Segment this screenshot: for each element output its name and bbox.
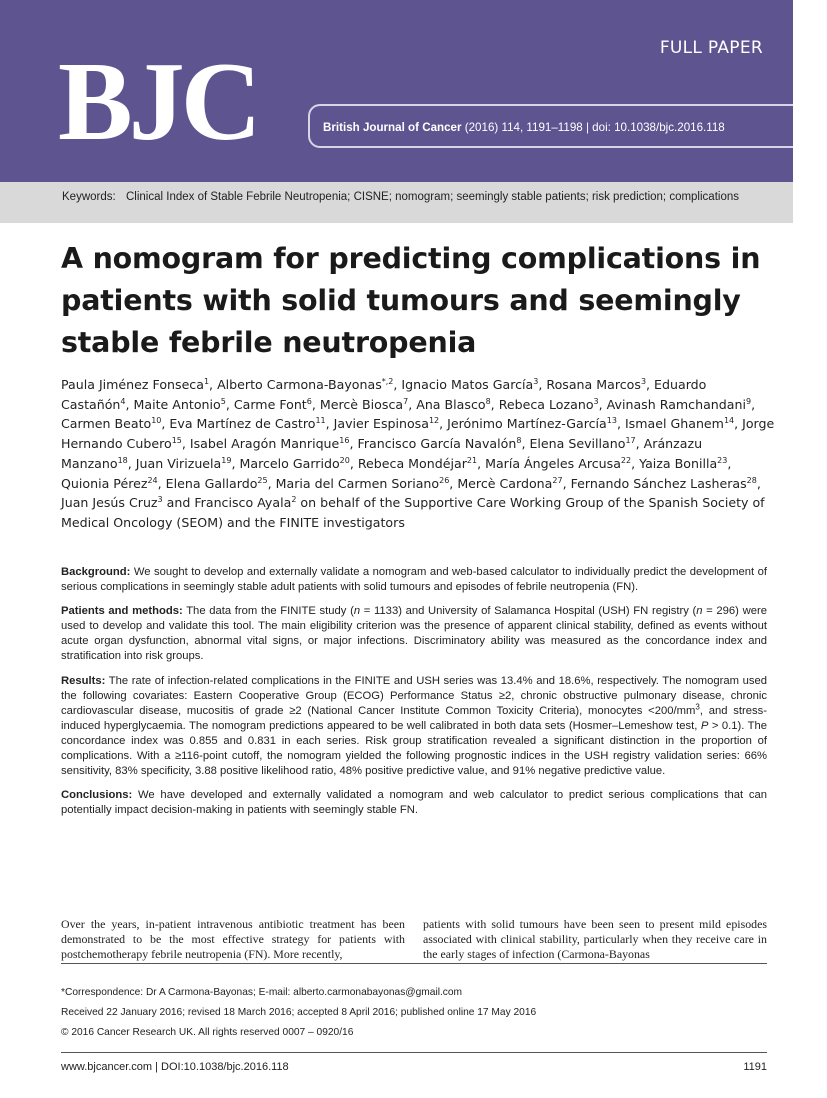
author-name: Aránzazu Manzano (61, 436, 703, 471)
author-separator: , (161, 416, 170, 432)
methods-text: The data from the FINITE study ( (186, 605, 354, 618)
body-column-right: patients with solid tumours have been seen to present mild episodes associated with clinical stability, particularly when they receive care in the early stages of infection (Carmona-Bayonas (423, 917, 767, 961)
author-affiliation-marker: 23 (717, 455, 728, 465)
abstract-methods (61, 604, 767, 664)
author-affiliation-marker: 12 (428, 416, 440, 426)
author-name: Ismael Ghanem (624, 416, 724, 432)
author-name: Ignacio Matos García (401, 377, 534, 392)
author-affiliation-marker: 14 (723, 416, 735, 426)
author-separator: , (127, 455, 136, 471)
author-name: Fernando Sánchez Lasheras (570, 475, 747, 491)
author-name: Ana Blasco (416, 396, 486, 412)
author-affiliation-marker: 20 (339, 455, 350, 465)
author-name: Rebeca Mondéjar (357, 455, 467, 471)
author-name: Francisco García Navalón (357, 436, 517, 452)
journal-name: British Journal of Cancer (323, 121, 462, 134)
methods-n-variable: n (353, 605, 361, 618)
author-name: Francisco Ayala (194, 495, 292, 511)
background-label: Background: (61, 566, 131, 578)
author-separator: , (449, 475, 458, 491)
author-separator: , (751, 396, 756, 412)
author-affiliation-marker: 6 (306, 396, 312, 406)
body-column-left: Over the years, in-patient intravenous antibiotic treatment has been demonstrated to be the most effective strategy for patients with postchemotherapy febrile neutropenia (FN). More recently, (61, 917, 405, 961)
correspondence-note: *Correspondence: Dr A Carmona-Bayonas; E-mail: alberto.carmonabayonas@gmail.com (61, 987, 463, 998)
author-affiliation-marker: 21 (466, 455, 478, 465)
results-text: , and stress-induced hyperglycaemia. The nomogram predictions appeared to be well calibrated in both data sets (Hosmer–Lemeshow test, (61, 704, 767, 732)
author-separator: , (209, 377, 218, 392)
author-affiliation-marker: 25 (257, 475, 268, 485)
author-separator: and (162, 495, 195, 511)
author-name: Juan Jesús Cruz (61, 495, 158, 511)
footnote-divider (61, 963, 767, 964)
dates-note: Received 22 January 2016; revised 18 March 2016; accepted 8 April 2016; published online 17 May 2016 (61, 1007, 537, 1018)
author-affiliation-marker: 8 (516, 435, 522, 445)
footer-website-doi[interactable]: www.bjcancer.com | DOI:10.1038/bjc.2016.118 (61, 1061, 289, 1073)
author-name: Eduardo Castañón (61, 377, 707, 412)
author-affiliation-marker: 5 (220, 396, 226, 406)
methods-text: = 1133) and University of Salamanca Hospital (USH) FN registry ( (360, 605, 697, 618)
author-affiliation-marker: 1 (203, 376, 210, 386)
author-name: Elena Sevillano (529, 436, 626, 452)
article-title: A nomogram for predicting complications in patients with solid tumours and seemingly stable febrile neutropenia (61, 242, 761, 359)
journal-header-band (0, 0, 793, 182)
author-separator: , (393, 377, 402, 392)
author-name: Yaiza Bonilla (639, 455, 718, 471)
author-separator: , (231, 455, 240, 471)
author-list (61, 375, 776, 533)
abstract-results (61, 674, 767, 780)
results-superscript: 3 (695, 702, 700, 711)
author-name: Isabel Aragón Manrique (189, 436, 340, 452)
author-affiliation-marker: 18 (117, 455, 128, 465)
results-text: > 0.1). The concordance index was 0.855 and 0.831 in each series. Risk group stratification revealed a significant distinction in the proportion of complications. With a ≥116-point cutoff, the nomogram yielded the following prognostic indices in the USH registry validation series: 66% sensitivity, 83% specificity, 3.88 positive likelihood ratio, 48% positive predictive value, and 91% negative predictive value. (61, 719, 768, 778)
author-name: Quionia Pérez (61, 475, 148, 491)
footer-divider (61, 1052, 767, 1053)
author-name: Elena Gallardo (165, 475, 258, 491)
author-name: Rosana Marcos (546, 377, 641, 392)
author-name: Jerónimo Martínez-García (447, 416, 607, 432)
abstract-background (61, 565, 767, 595)
author-affiliation-marker: 9 (745, 396, 752, 406)
author-name: Paula Jiménez Fonseca (61, 377, 204, 392)
conclusions-label: Conclusions: (61, 789, 133, 802)
methods-text: = 296) were used to develop and validate this tool. The main eligibility criterion was the presence of apparent clinical stability, defined as events without acute organ dysfunction, abnormal vital signs, or major infections. Discriminatory ability was measured as the concordance index and stratification into risk groups. (61, 605, 767, 663)
author-name: Javier Espinosa (333, 416, 429, 432)
journal-logo: BJC (58, 40, 258, 164)
author-name: Rebeca Lozano (498, 396, 594, 412)
author-separator: , (157, 475, 166, 491)
author-affiliation-marker: 10 (151, 416, 162, 426)
author-name: Juan Virizuela (135, 455, 222, 471)
author-separator: , (225, 396, 234, 412)
author-name: Maite Antonio (133, 396, 221, 412)
abstract-conclusions (61, 788, 767, 818)
author-name: Jorge Hernando Cubero (61, 416, 775, 452)
author-separator: , (562, 475, 571, 491)
author-separator: , (598, 396, 607, 412)
author-affiliation-marker: 26 (439, 475, 450, 485)
methods-n-variable: n (696, 605, 703, 618)
citation-bar (308, 104, 793, 148)
author-name: Carme Font (233, 396, 307, 412)
author-separator: , (616, 416, 625, 432)
author-separator: , (267, 475, 276, 491)
author-separator: , (349, 436, 358, 452)
author-separator: , (125, 396, 134, 412)
paper-type-label: FULL PAPER (659, 38, 763, 58)
abstract (61, 565, 767, 827)
author-separator: , (181, 436, 190, 452)
author-affiliation-marker: 3 (640, 376, 647, 386)
author-separator: , (538, 377, 547, 392)
author-separator: , (408, 396, 417, 412)
methods-label: Patients and methods: (61, 605, 183, 618)
author-name: Avinash Ramchandani (606, 396, 746, 412)
author-affiliation-marker: 28 (746, 475, 757, 485)
author-affiliation-marker: 13 (606, 416, 617, 426)
conclusions-text: We have developed and externally validated a nomogram and web calculator to predict serious complications that can potentially impact decision-making in patients with seemingly stable FN. (61, 789, 767, 817)
author-name: Marcelo Garrido (239, 455, 340, 471)
keywords-text: Clinical Index of Stable Febrile Neutropenia; CISNE; nomogram; seemingly stable patients; risk prediction; complications (126, 191, 739, 203)
results-text: The rate of infection-related complications in the FINITE and USH series was 13.4% and 18.6%, respectively. The nomogram used the following covariates: Eastern Cooperative Group (ECOG) Performance Status ≥2, chronic obstructive pulmonary disease, chronic cardiovascular disease, mucositis of grade ≥2 (National Cancer Institute Common Toxicity Criteria), monocytes <200/mm (61, 674, 767, 717)
keywords-band (0, 182, 793, 223)
citation-details: (2016) 114, 1191–1198 | doi: 10.1038/bjc.2016.118 (464, 121, 725, 134)
author-separator: , (727, 455, 732, 471)
author-separator: , (477, 455, 486, 471)
author-affiliation-marker: 22 (620, 455, 632, 465)
author-separator: , (325, 416, 334, 432)
copyright-note: © 2016 Cancer Research UK. All rights reserved 0007 – 0920/16 (61, 1027, 354, 1038)
author-affiliation-marker: 16 (339, 435, 350, 445)
author-separator: , (490, 396, 499, 412)
author-affiliation-marker: 3 (157, 495, 163, 505)
author-name: Mercè Biosca (319, 396, 404, 412)
results-p-variable: P (700, 719, 709, 732)
author-name: Carmen Beato (61, 416, 152, 432)
keywords-label: Keywords: (62, 191, 116, 203)
author-affiliation-marker: 7 (403, 396, 409, 406)
author-affiliation-marker: 24 (147, 475, 158, 485)
author-affiliation-marker: 3 (533, 376, 539, 386)
author-separator: , (635, 436, 644, 452)
author-affiliation-marker: 2 (291, 495, 297, 505)
author-separator: , (631, 455, 640, 471)
author-affiliation-marker: 19 (221, 455, 232, 465)
author-separator: , (311, 396, 320, 412)
author-separator: , (756, 475, 761, 491)
author-affiliation-marker: 11 (315, 416, 326, 426)
author-affiliation-marker: 15 (171, 435, 182, 445)
author-name: Eva Martínez de Castro (169, 416, 316, 432)
author-affiliation-marker: 27 (552, 475, 563, 485)
results-label: Results: (61, 674, 106, 687)
author-affiliation-marker: 17 (625, 435, 636, 445)
authors-suffix: on behalf of the Supportive Care Working Group of the Spanish Society of Medical Oncology (SEOM) and the FINITE investigators (61, 495, 765, 530)
author-affiliation-marker: *,2 (381, 376, 394, 386)
author-separator: , (439, 416, 448, 432)
author-affiliation-marker: 8 (485, 396, 491, 406)
author-separator: , (646, 377, 655, 392)
author-separator: , (349, 455, 358, 471)
author-name: Alberto Carmona-Bayonas (217, 377, 382, 392)
author-name: Mercè Cardona (457, 475, 553, 491)
author-name: María Ángeles Arcusa (485, 455, 621, 471)
author-affiliation-marker: 3 (593, 396, 599, 406)
author-name: Maria del Carmen Soriano (275, 475, 440, 491)
author-separator: , (734, 416, 743, 432)
background-text: We sought to develop and externally validate a nomogram and web-based calculator to individually predict the development of serious complications in seemingly stable adult patients with solid tumours and episodes of febrile neutropenia (FN). (61, 566, 767, 594)
author-affiliation-marker: 4 (120, 396, 126, 406)
page-number: 1191 (743, 1061, 767, 1073)
author-separator: , (521, 436, 530, 452)
